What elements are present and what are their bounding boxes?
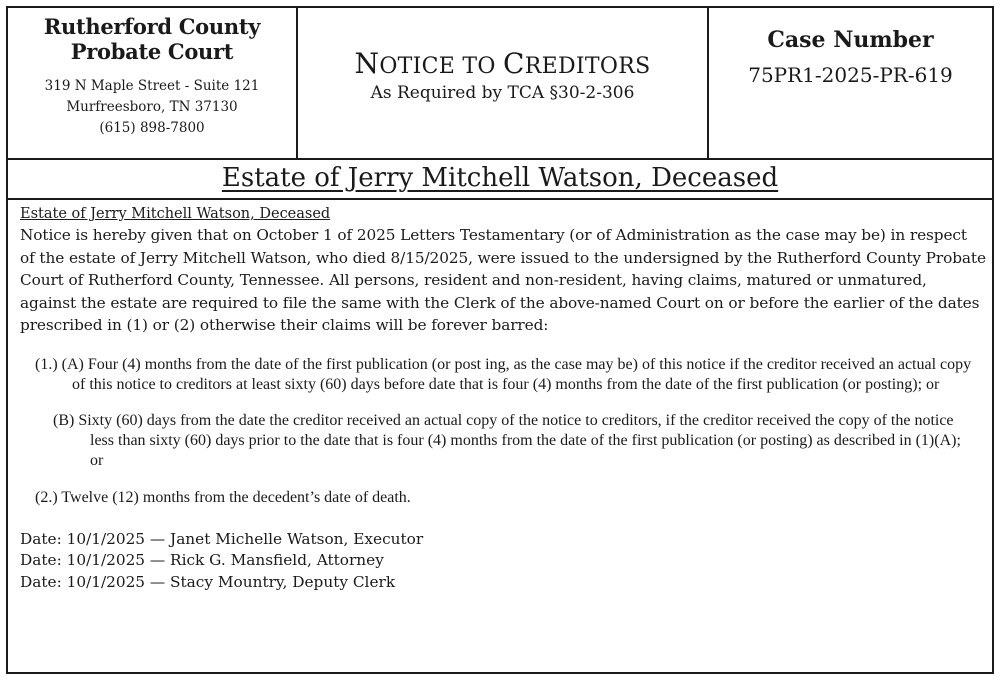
clause-1a: (1.) (A) Four (4) months from the date of the first publication (or post ing, as the case may be) of this notice if the creditor received an actual copy of this notice to creditors at least sixty (60) days before date that is four (4) months from the date of the first publication (or posting); or: [35, 355, 972, 393]
signature-clerk: Date: 10/1/2025 — Stacy Mountry, Deputy Clerk: [20, 572, 396, 591]
estate-heading: Estate of Jerry Mitchell Watson, Deceased: [20, 206, 331, 222]
notice-body: [20, 204, 986, 593]
signature-attorney: Date: 10/1/2025 — Rick G. Mansfield, Attorney: [20, 551, 384, 570]
court-info-box: [8, 8, 298, 158]
court-name-line2: Probate Court: [70, 39, 234, 64]
notice-title: NOTICE TO CREDITORS: [354, 47, 651, 80]
signature-block: [20, 529, 986, 594]
court-address: [8, 76, 296, 139]
case-number-label: Case Number: [767, 27, 934, 53]
estate-banner-text: Estate of Jerry Mitchell Watson, Deceased: [221, 163, 779, 193]
notice-document: [6, 6, 994, 674]
court-street: 319 N Maple Street - Suite 121: [44, 78, 260, 94]
notice-title-box: [298, 8, 709, 158]
estate-banner: [8, 158, 992, 200]
clause-1b: (B) Sixty (60) days from the date the creditor received an actual copy of the notice to creditors, if the creditor received the copy of the notice less than sixty (60) days prior to the date that is four (4) months from the date of the first publication (or posting) as described in (1)(A); or: [53, 411, 961, 469]
notice-paragraph: Notice is hereby given that on October 1 of 2025 Letters Testamentary (or of Administration as the case may be) in respect of the estate of Jerry Mitchell Watson, who died 8/15/2025, were issued to the undersigned by the Rutherford County Probate Court of Rutherford County, Tennessee. All persons, resident and non-resident, having claims, matured or unmatured, against the estate are required to file the same with the Clerk of the above-named Court on or before the earlier of the dates prescribed in (1) or (2) otherwise their claims will be forever barred:: [20, 226, 986, 335]
case-number-box: [709, 8, 992, 158]
court-phone: (615) 898-7800: [99, 120, 205, 136]
court-name: [8, 14, 296, 64]
court-city: Murfreesboro, TN 37130: [66, 99, 238, 115]
clause-2: (2.) Twelve (12) months from the decedent’s date of death.: [35, 488, 411, 506]
signature-executor: Date: 10/1/2025 — Janet Michelle Watson, Executor: [20, 529, 424, 548]
notice-subtitle: As Required by TCA §30-2-306: [370, 83, 635, 103]
case-number-value: 75PR1-2025-PR-619: [748, 63, 953, 87]
court-name-line1: Rutherford County: [43, 14, 261, 39]
notice-header: [8, 8, 992, 160]
